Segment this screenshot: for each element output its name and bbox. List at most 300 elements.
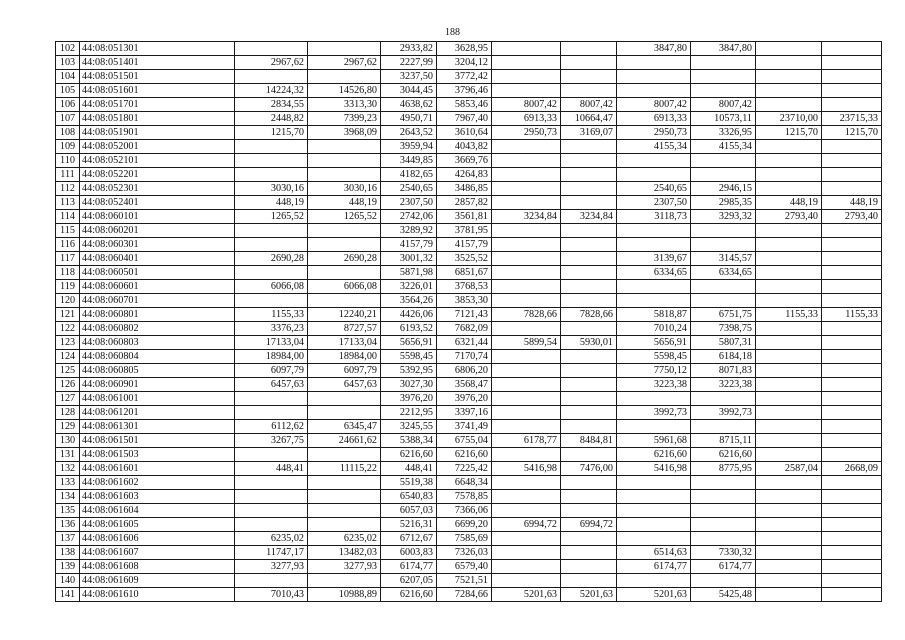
cadastral-code-cell: 44:08:060802 [80, 322, 235, 336]
value-cell: 6514,63 [617, 546, 691, 560]
value-cell: 23710,00 [756, 112, 822, 126]
row-number-cell: 117 [56, 252, 80, 266]
value-cell [492, 154, 561, 168]
value-cell: 5656,91 [381, 336, 437, 350]
value-cell: 3223,38 [617, 378, 691, 392]
value-cell [492, 560, 561, 574]
row-number-cell: 130 [56, 434, 80, 448]
value-cell: 2307,50 [617, 196, 691, 210]
row-number-cell: 133 [56, 476, 80, 490]
value-cell: 1215,70 [756, 126, 822, 140]
value-cell [691, 574, 756, 588]
cadastral-code-cell: 44:08:061601 [80, 462, 235, 476]
value-cell: 6712,67 [381, 532, 437, 546]
value-cell [561, 392, 617, 406]
value-cell: 4043,82 [437, 140, 492, 154]
value-cell [691, 532, 756, 546]
value-cell: 8007,42 [691, 98, 756, 112]
cadastral-code-cell: 44:08:051601 [80, 84, 235, 98]
value-cell [822, 434, 882, 448]
row-number-cell: 122 [56, 322, 80, 336]
value-cell: 3853,30 [437, 294, 492, 308]
value-cell: 17133,04 [235, 336, 308, 350]
value-cell [756, 588, 822, 602]
cadastral-code-cell: 44:08:051501 [80, 70, 235, 84]
value-cell: 7682,09 [437, 322, 492, 336]
value-cell: 3397,16 [437, 406, 492, 420]
value-cell [756, 476, 822, 490]
value-cell: 8484,81 [561, 434, 617, 448]
row-number-cell: 139 [56, 560, 80, 574]
value-cell: 3204,12 [437, 56, 492, 70]
value-cell: 6003,83 [381, 546, 437, 560]
value-cell: 7330,32 [691, 546, 756, 560]
value-cell: 2690,28 [308, 252, 381, 266]
value-cell: 6457,63 [235, 378, 308, 392]
value-cell [617, 168, 691, 182]
cadastral-code-cell: 44:08:061610 [80, 588, 235, 602]
value-cell: 6851,67 [437, 266, 492, 280]
value-cell: 7398,75 [691, 322, 756, 336]
value-cell [235, 140, 308, 154]
value-cell [561, 224, 617, 238]
value-cell: 10664,47 [561, 112, 617, 126]
value-cell [561, 252, 617, 266]
value-cell: 6066,08 [308, 280, 381, 294]
value-cell [822, 182, 882, 196]
value-cell [308, 392, 381, 406]
value-cell: 5201,63 [617, 588, 691, 602]
value-cell: 8007,42 [617, 98, 691, 112]
row-number-cell: 137 [56, 532, 80, 546]
value-cell [617, 504, 691, 518]
table-row [56, 490, 882, 504]
value-cell [822, 504, 882, 518]
value-cell [822, 56, 882, 70]
value-cell [822, 266, 882, 280]
value-cell: 6174,77 [691, 560, 756, 574]
value-cell: 8715,11 [691, 434, 756, 448]
value-cell [308, 238, 381, 252]
value-cell [235, 476, 308, 490]
value-cell [617, 574, 691, 588]
table-row [56, 196, 882, 210]
value-cell: 5392,95 [381, 364, 437, 378]
value-cell: 1215,70 [235, 126, 308, 140]
value-cell: 6057,03 [381, 504, 437, 518]
value-cell: 6097,79 [235, 364, 308, 378]
table-row [56, 224, 882, 238]
value-cell [561, 420, 617, 434]
value-cell: 1265,52 [308, 210, 381, 224]
value-cell [561, 322, 617, 336]
value-cell [756, 434, 822, 448]
row-number-cell: 110 [56, 154, 80, 168]
value-cell: 3741,49 [437, 420, 492, 434]
table-row [56, 518, 882, 532]
cadastral-code-cell: 44:08:060501 [80, 266, 235, 280]
value-cell: 448,19 [822, 196, 882, 210]
page-number: 188 [445, 27, 460, 38]
value-cell: 2985,35 [691, 196, 756, 210]
value-cell: 7366,06 [437, 504, 492, 518]
value-cell [822, 406, 882, 420]
value-cell: 3030,16 [308, 182, 381, 196]
value-cell [822, 168, 882, 182]
value-cell [822, 392, 882, 406]
value-cell: 10573,11 [691, 112, 756, 126]
cadastral-code-cell: 44:08:060804 [80, 350, 235, 364]
row-number-cell: 115 [56, 224, 80, 238]
value-cell [691, 504, 756, 518]
value-cell [822, 294, 882, 308]
value-cell: 2950,73 [492, 126, 561, 140]
cadastral-code-cell: 44:08:052201 [80, 168, 235, 182]
value-cell [235, 266, 308, 280]
value-cell: 3223,38 [691, 378, 756, 392]
value-cell: 6457,63 [308, 378, 381, 392]
value-cell: 3976,20 [437, 392, 492, 406]
row-number-cell: 134 [56, 490, 80, 504]
row-number-cell: 141 [56, 588, 80, 602]
value-cell [617, 154, 691, 168]
row-number-cell: 102 [56, 42, 80, 56]
value-cell [235, 238, 308, 252]
value-cell [308, 154, 381, 168]
value-cell [308, 266, 381, 280]
value-cell [756, 574, 822, 588]
table-row [56, 238, 882, 252]
value-cell [822, 154, 882, 168]
row-number-cell: 126 [56, 378, 80, 392]
value-cell: 7967,40 [437, 112, 492, 126]
value-cell: 6994,72 [561, 518, 617, 532]
row-number-cell: 112 [56, 182, 80, 196]
value-cell: 3968,09 [308, 126, 381, 140]
value-cell: 3992,73 [691, 406, 756, 420]
value-cell: 3030,16 [235, 182, 308, 196]
value-cell [691, 56, 756, 70]
value-cell: 1155,33 [756, 308, 822, 322]
cadastral-code-cell: 44:08:060801 [80, 308, 235, 322]
value-cell: 6216,60 [437, 448, 492, 462]
row-number-cell: 113 [56, 196, 80, 210]
value-cell [756, 252, 822, 266]
value-cell [617, 476, 691, 490]
value-cell [756, 546, 822, 560]
value-cell [691, 154, 756, 168]
value-cell: 2690,28 [235, 252, 308, 266]
value-cell: 2540,65 [617, 182, 691, 196]
value-cell [617, 518, 691, 532]
value-cell [691, 392, 756, 406]
value-cell [822, 140, 882, 154]
value-cell [756, 84, 822, 98]
value-cell: 12240,21 [308, 308, 381, 322]
value-cell [822, 476, 882, 490]
table-row [56, 476, 882, 490]
value-cell: 3568,47 [437, 378, 492, 392]
value-cell [756, 560, 822, 574]
value-cell: 6334,65 [617, 266, 691, 280]
value-cell [691, 168, 756, 182]
cadastral-code-cell: 44:08:061605 [80, 518, 235, 532]
value-cell [617, 420, 691, 434]
value-cell: 8071,83 [691, 364, 756, 378]
value-cell: 7476,00 [561, 462, 617, 476]
value-cell [756, 532, 822, 546]
value-cell [561, 406, 617, 420]
table-row [56, 154, 882, 168]
value-cell [235, 392, 308, 406]
value-cell: 2857,82 [437, 196, 492, 210]
value-cell: 2793,40 [756, 210, 822, 224]
value-cell [617, 280, 691, 294]
value-cell [492, 364, 561, 378]
value-cell [617, 294, 691, 308]
value-cell [756, 182, 822, 196]
value-cell [235, 294, 308, 308]
value-cell [756, 70, 822, 84]
value-cell [561, 294, 617, 308]
table-row [56, 546, 882, 560]
value-cell [492, 196, 561, 210]
value-cell: 5930,01 [561, 336, 617, 350]
value-cell [822, 490, 882, 504]
cadastral-code-cell: 44:08:060301 [80, 238, 235, 252]
value-cell: 3628,95 [437, 42, 492, 56]
value-cell [561, 42, 617, 56]
table-row [56, 42, 882, 56]
value-cell [756, 336, 822, 350]
row-number-cell: 127 [56, 392, 80, 406]
value-cell: 2950,73 [617, 126, 691, 140]
row-number-cell: 116 [56, 238, 80, 252]
cadastral-code-cell: 44:08:051301 [80, 42, 235, 56]
row-number-cell: 104 [56, 70, 80, 84]
value-cell [492, 504, 561, 518]
value-cell: 5519,38 [381, 476, 437, 490]
value-cell [691, 294, 756, 308]
value-cell: 6806,20 [437, 364, 492, 378]
cadastral-code-cell: 44:08:052101 [80, 154, 235, 168]
value-cell: 5388,34 [381, 434, 437, 448]
value-cell [822, 84, 882, 98]
table-row [56, 280, 882, 294]
value-cell: 5201,63 [561, 588, 617, 602]
value-cell [822, 588, 882, 602]
value-cell [561, 546, 617, 560]
value-cell [617, 56, 691, 70]
value-cell [308, 476, 381, 490]
value-cell: 5425,48 [691, 588, 756, 602]
cadastral-code-cell: 44:08:052401 [80, 196, 235, 210]
value-cell [691, 476, 756, 490]
value-cell: 2587,04 [756, 462, 822, 476]
value-cell [492, 280, 561, 294]
value-cell: 3313,30 [308, 98, 381, 112]
value-cell: 448,19 [235, 196, 308, 210]
value-cell [822, 574, 882, 588]
value-cell [756, 42, 822, 56]
value-cell: 6112,62 [235, 420, 308, 434]
value-cell: 6184,18 [691, 350, 756, 364]
row-number-cell: 132 [56, 462, 80, 476]
table-row [56, 378, 882, 392]
row-number-cell: 129 [56, 420, 80, 434]
cadastral-code-cell: 44:08:051801 [80, 112, 235, 126]
value-cell [561, 476, 617, 490]
value-cell [235, 224, 308, 238]
row-number-cell: 124 [56, 350, 80, 364]
value-cell: 2212,95 [381, 406, 437, 420]
value-cell: 6334,65 [691, 266, 756, 280]
table-row [56, 462, 882, 476]
value-cell: 3669,76 [437, 154, 492, 168]
value-cell [492, 168, 561, 182]
value-cell [822, 350, 882, 364]
value-cell: 2834,55 [235, 98, 308, 112]
value-cell: 6913,33 [492, 112, 561, 126]
value-cell: 7750,12 [617, 364, 691, 378]
value-cell [561, 560, 617, 574]
row-number-cell: 107 [56, 112, 80, 126]
value-cell [492, 56, 561, 70]
value-cell: 10988,89 [308, 588, 381, 602]
cadastral-code-cell: 44:08:051901 [80, 126, 235, 140]
value-cell: 5416,98 [617, 462, 691, 476]
value-cell: 3781,95 [437, 224, 492, 238]
value-cell [756, 392, 822, 406]
row-number-cell: 123 [56, 336, 80, 350]
value-cell [561, 280, 617, 294]
table-row [56, 182, 882, 196]
value-cell [492, 322, 561, 336]
value-cell: 4426,06 [381, 308, 437, 322]
cadastral-code-cell: 44:08:051701 [80, 98, 235, 112]
value-cell [492, 84, 561, 98]
value-cell [822, 364, 882, 378]
value-cell [756, 490, 822, 504]
value-cell: 5201,63 [492, 588, 561, 602]
value-cell [308, 518, 381, 532]
value-cell [691, 420, 756, 434]
row-number-cell: 103 [56, 56, 80, 70]
value-cell: 2946,15 [691, 182, 756, 196]
value-cell [561, 154, 617, 168]
value-cell [561, 504, 617, 518]
value-cell [235, 154, 308, 168]
value-cell [308, 490, 381, 504]
value-cell: 8775,95 [691, 462, 756, 476]
value-cell: 5871,98 [381, 266, 437, 280]
value-cell [308, 168, 381, 182]
value-cell [822, 70, 882, 84]
value-cell [822, 224, 882, 238]
value-cell: 5961,68 [617, 434, 691, 448]
value-cell: 6178,77 [492, 434, 561, 448]
value-cell [617, 532, 691, 546]
value-cell [308, 140, 381, 154]
value-cell: 7225,42 [437, 462, 492, 476]
value-cell: 3449,85 [381, 154, 437, 168]
value-cell: 7326,03 [437, 546, 492, 560]
value-cell [492, 406, 561, 420]
value-cell [492, 266, 561, 280]
value-cell [561, 238, 617, 252]
value-cell [561, 266, 617, 280]
cadastral-code-cell: 44:08:061603 [80, 490, 235, 504]
value-cell: 6193,52 [381, 322, 437, 336]
cadastral-code-cell: 44:08:061604 [80, 504, 235, 518]
value-cell [756, 504, 822, 518]
value-cell [617, 224, 691, 238]
value-cell: 2668,09 [822, 462, 882, 476]
value-cell: 3139,67 [617, 252, 691, 266]
table-row [56, 140, 882, 154]
table-row [56, 392, 882, 406]
value-cell: 6207,05 [381, 574, 437, 588]
value-cell: 4182,65 [381, 168, 437, 182]
value-cell: 7585,69 [437, 532, 492, 546]
cadastral-code-cell: 44:08:060901 [80, 378, 235, 392]
value-cell: 13482,03 [308, 546, 381, 560]
value-cell: 3245,55 [381, 420, 437, 434]
value-cell [308, 448, 381, 462]
value-cell: 5899,54 [492, 336, 561, 350]
value-cell [492, 532, 561, 546]
table-row [56, 112, 882, 126]
data-table [55, 41, 882, 602]
value-cell: 5656,91 [617, 336, 691, 350]
cadastral-code-cell: 44:08:061602 [80, 476, 235, 490]
value-cell [756, 322, 822, 336]
cadastral-code-cell: 44:08:052301 [80, 182, 235, 196]
value-cell [492, 42, 561, 56]
row-number-cell: 118 [56, 266, 80, 280]
value-cell: 14224,32 [235, 84, 308, 98]
value-cell [691, 84, 756, 98]
value-cell: 6913,33 [617, 112, 691, 126]
value-cell [691, 518, 756, 532]
value-cell: 3610,64 [437, 126, 492, 140]
cadastral-code-cell: 44:08:060401 [80, 252, 235, 266]
value-cell: 448,41 [381, 462, 437, 476]
cadastral-code-cell: 44:08:060201 [80, 224, 235, 238]
value-cell [308, 574, 381, 588]
value-cell: 6579,40 [437, 560, 492, 574]
value-cell [492, 252, 561, 266]
value-cell [561, 168, 617, 182]
row-number-cell: 119 [56, 280, 80, 294]
value-cell: 3959,94 [381, 140, 437, 154]
row-number-cell: 106 [56, 98, 80, 112]
value-cell [756, 154, 822, 168]
row-number-cell: 111 [56, 168, 80, 182]
value-cell: 3277,93 [308, 560, 381, 574]
table-row [56, 364, 882, 378]
value-cell [691, 280, 756, 294]
table-row [56, 56, 882, 70]
value-cell: 2967,62 [308, 56, 381, 70]
value-cell: 2540,65 [381, 182, 437, 196]
cadastral-code-cell: 44:08:061608 [80, 560, 235, 574]
value-cell: 1155,33 [822, 308, 882, 322]
value-cell: 6235,02 [308, 532, 381, 546]
value-cell [561, 574, 617, 588]
value-cell [308, 504, 381, 518]
value-cell: 6321,44 [437, 336, 492, 350]
